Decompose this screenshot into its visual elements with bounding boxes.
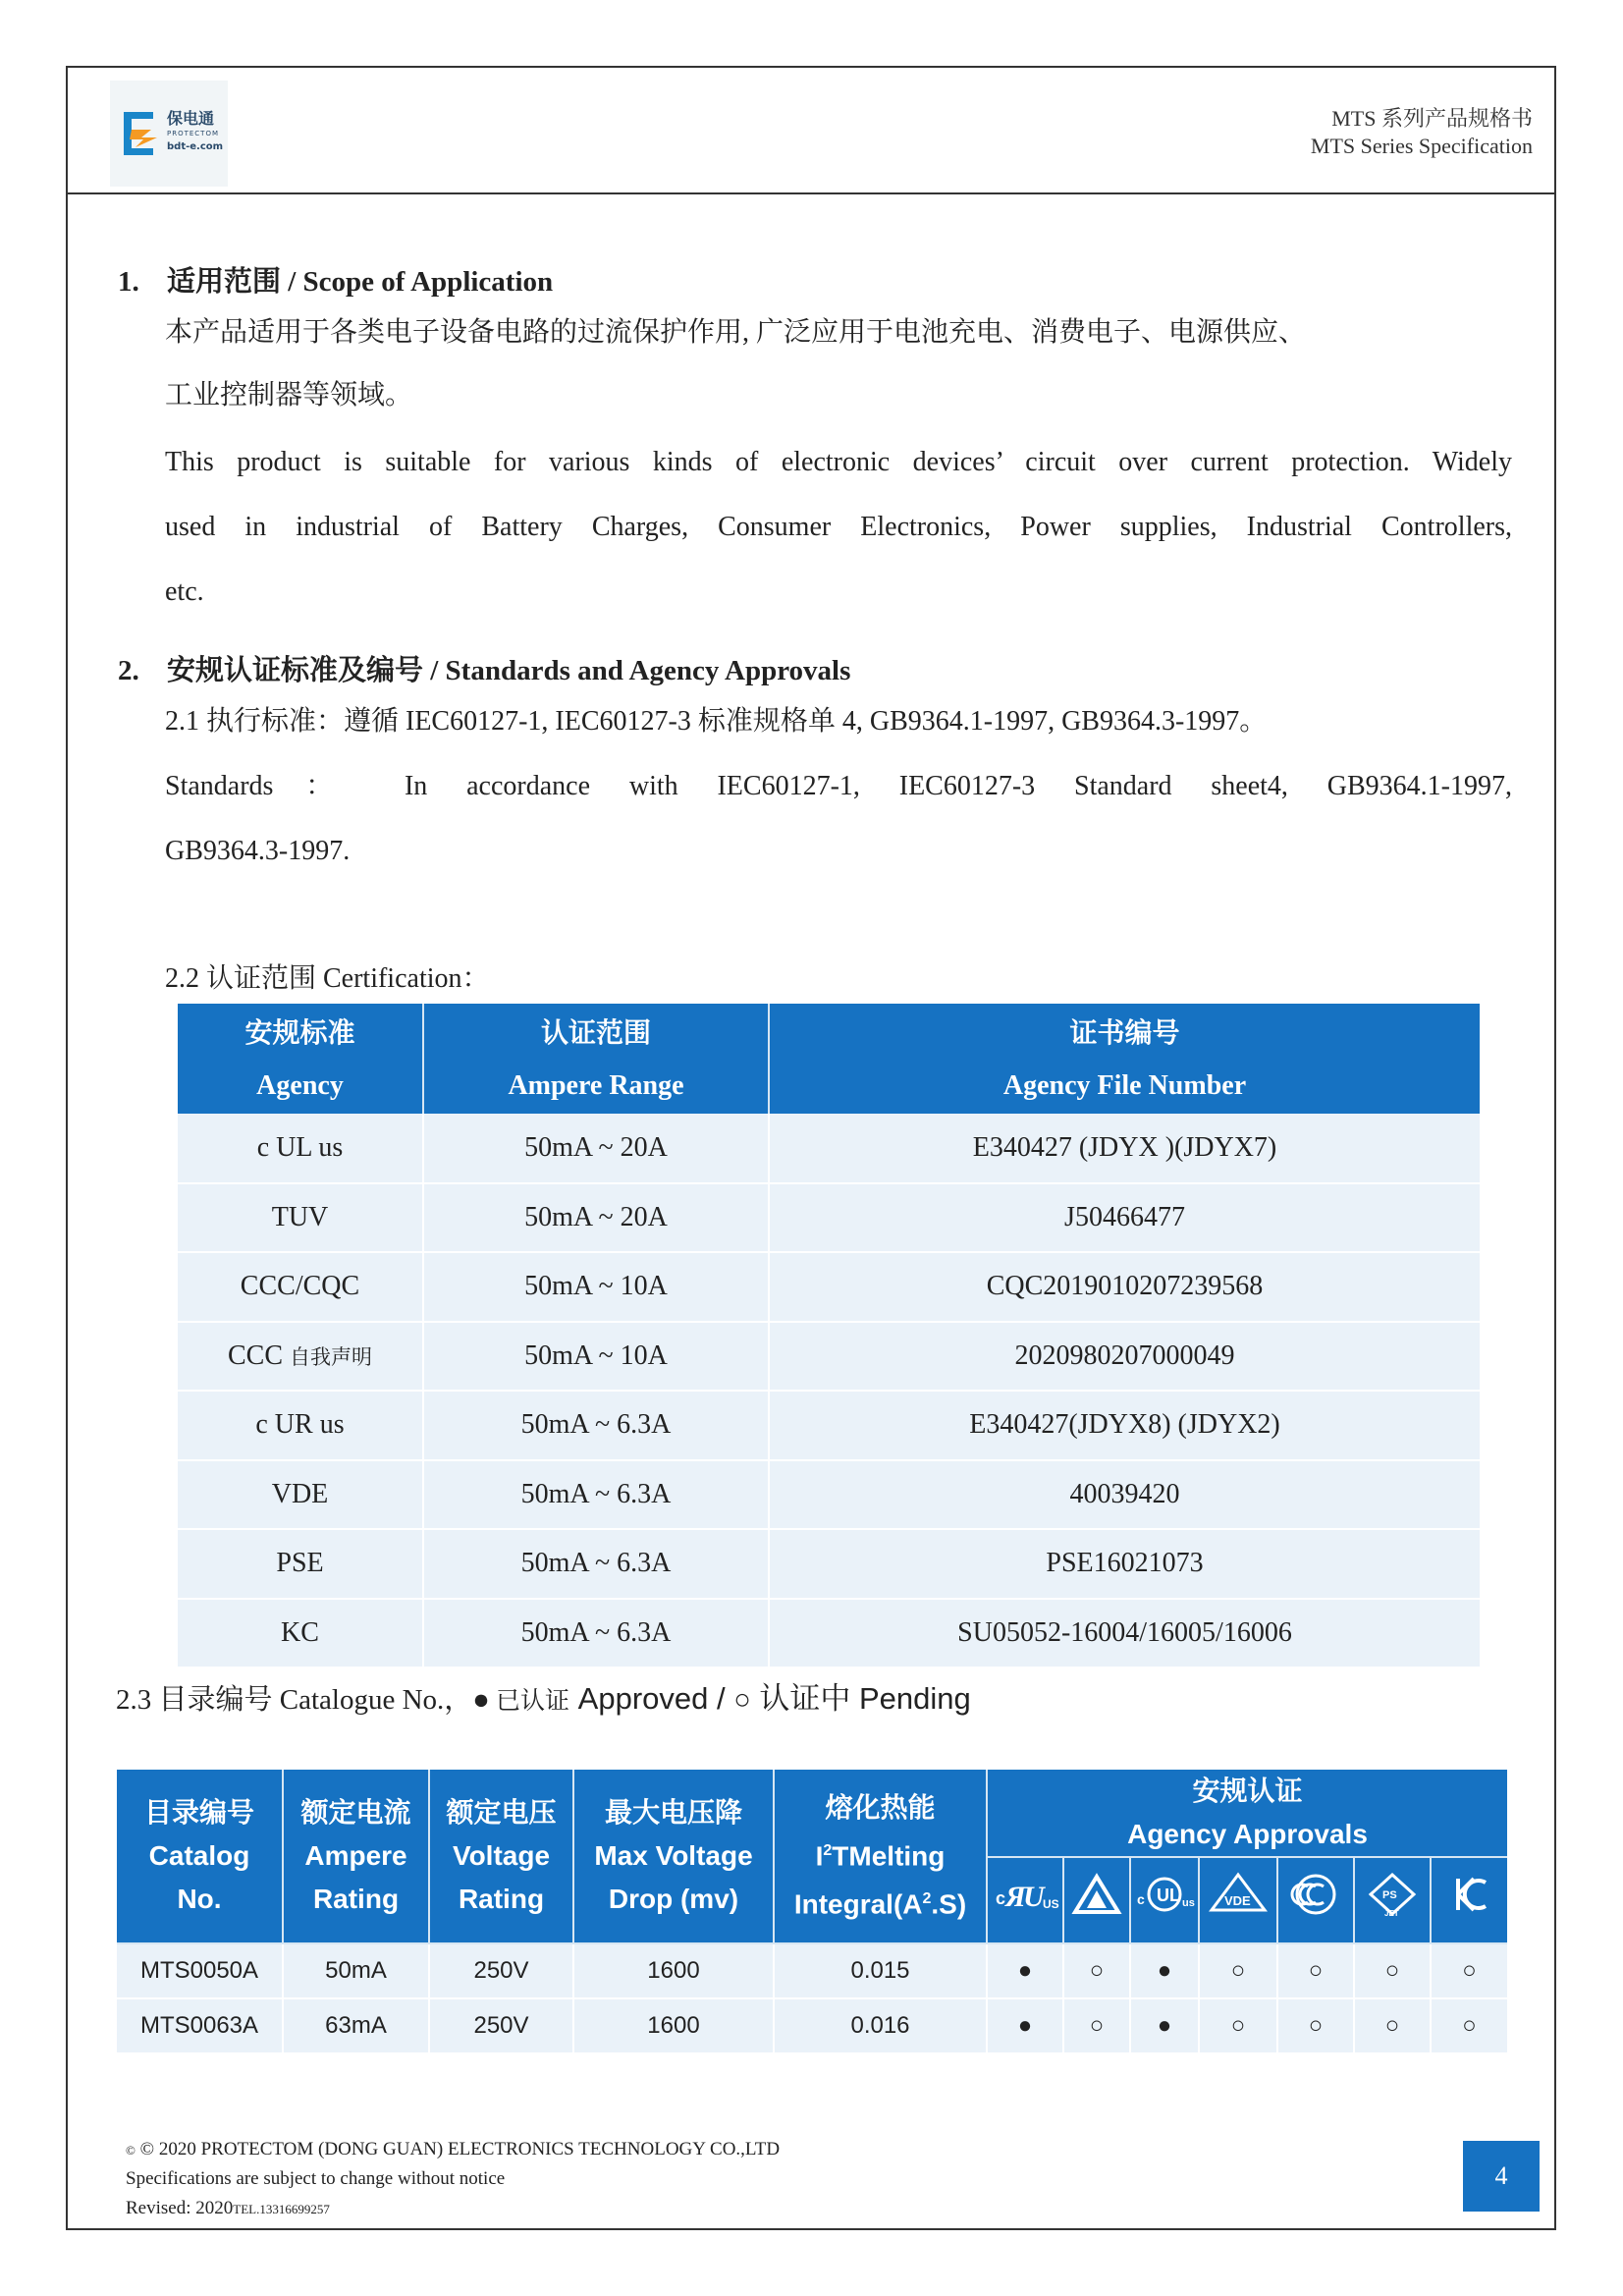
svg-text:JET: JET <box>1384 1908 1399 1918</box>
melting-header <box>774 1770 987 1943</box>
approved-en: Approved / <box>569 1681 734 1716</box>
approved-cn: 已认证 <box>489 1688 570 1715</box>
standards-cn: 2.1 执行标准：遵循 IEC60127-1, IEC60127-3 标准规格单 4, GB9364.1-1997, GB9364.3-1997。 <box>165 706 1268 737</box>
scope-cn-line-1: 本产品适用于各类电子设备电路的过流保护作用, 广泛应用于电池充电、消费电子、电源供应、 <box>165 317 1307 348</box>
catalog-header-en: Catalog <box>148 1840 250 1871</box>
cert-file: 2020980207000049 <box>769 1322 1480 1392</box>
cert-agency <box>178 1529 423 1599</box>
cert-file: SU05052-16004/16005/16006 <box>769 1599 1480 1668</box>
agency-approvals-header <box>987 1770 1507 1857</box>
ccc-icon <box>1277 1857 1354 1943</box>
page-number: 4 <box>1463 2141 1540 2212</box>
agency-header-en: Agency <box>178 1059 423 1114</box>
section-2-number: 2. <box>118 655 139 686</box>
melting-sup-2: 2 <box>922 1890 932 1907</box>
tuv-icon <box>1063 1857 1130 1943</box>
cert-range: 50mA ~ 10A <box>423 1322 769 1392</box>
kc-icon <box>1431 1857 1507 1943</box>
cert-agency-text: VDE <box>271 1478 329 1509</box>
melting-i: I <box>815 1840 824 1871</box>
scope-en-line-1: This product is suitable for various kinds of electronic devices’ circuit over current protection. Widely <box>165 447 1512 477</box>
logo-text-cn: 保电通 <box>167 109 215 128</box>
tel-text: TEL.13316699257 <box>233 2202 330 2216</box>
agency-approvals-en: Agency Approvals <box>1127 1819 1368 1849</box>
cert-file: CQC2019010207239568 <box>769 1252 1480 1322</box>
company-logo <box>110 81 228 187</box>
cert-agency-suffix: 自我声明 <box>290 1344 373 1369</box>
drop-header-en-2: Drop (mv) <box>608 1884 739 1914</box>
ampere-rating: 63mA <box>283 1998 429 2053</box>
voltage-rating: 250V <box>429 1998 573 2053</box>
melting-header-en <box>775 1830 986 1878</box>
header-title-cn: MTS 系列产品规格书 <box>1331 106 1533 131</box>
approval-mark: ○ <box>1199 1998 1277 2053</box>
cert-agency <box>178 1183 423 1253</box>
approval-mark: ● <box>987 1943 1063 1998</box>
header-divider <box>66 192 1556 194</box>
svg-text:c: c <box>1137 1890 1145 1907</box>
voltage-header-en: Voltage <box>452 1840 551 1871</box>
logo-mark-icon <box>122 108 161 159</box>
table-row <box>178 1599 1480 1668</box>
cert-agency-text: TUV <box>271 1201 329 1232</box>
voltage-rating: 250V <box>429 1943 573 1998</box>
approval-mark: ○ <box>1431 1943 1507 1998</box>
vde-icon <box>1199 1857 1277 1943</box>
catalog-header <box>117 1770 283 1943</box>
drop-header-cn: 最大电压降 <box>604 1797 742 1828</box>
melting-header-en-2 <box>775 1878 986 1926</box>
cert-agency-text: KC <box>281 1616 319 1648</box>
certification-heading: 2.2 认证范围 Certification： <box>165 963 490 994</box>
cert-file: PSE16021073 <box>769 1529 1480 1599</box>
agency-header-cn: 安规标准 <box>178 1004 423 1059</box>
svg-text:Я: Я <box>1005 1880 1026 1913</box>
footer-copyright <box>126 2139 780 2160</box>
melting-integral: 0.015 <box>774 1943 987 1998</box>
approval-mark: ○ <box>1199 1943 1277 1998</box>
ampere-rating: 50mA <box>283 1943 429 1998</box>
drop-header <box>573 1770 774 1943</box>
file-header-cn: 证书编号 <box>769 1004 1480 1059</box>
certification-table <box>178 1004 1480 1668</box>
revised-text: Revised: 2020 <box>126 2198 234 2218</box>
melting-sup-1: 2 <box>823 1841 833 1859</box>
cert-range: 50mA ~ 6.3A <box>423 1391 769 1460</box>
cert-agency-text: c UR us <box>255 1409 345 1441</box>
approval-mark: ○ <box>1277 1998 1354 2053</box>
table-row <box>117 1998 1507 2053</box>
ampere-header-cn: 额定电流 <box>300 1797 411 1828</box>
voltage-header-en-2: Rating <box>458 1884 545 1914</box>
file-header-en: Agency File Number <box>769 1059 1480 1114</box>
svg-text:US: US <box>1043 1896 1059 1911</box>
scope-cn-line-2: 工业控制器等领域。 <box>165 380 413 410</box>
svg-text:c: c <box>996 1887 1006 1908</box>
table-row <box>178 1183 1480 1253</box>
footer-revised <box>126 2198 330 2219</box>
table-row <box>178 1322 1480 1392</box>
logo-url: bdt-e.com <box>167 141 224 152</box>
range-header-cn: 认证范围 <box>423 1004 769 1059</box>
catalog-no: MTS0050A <box>117 1943 283 1998</box>
cert-file: 40039420 <box>769 1460 1480 1530</box>
cert-agency <box>178 1252 423 1322</box>
approval-mark: ○ <box>1277 1943 1354 1998</box>
cert-header-row-cn <box>178 1004 1480 1059</box>
section-1-number: 1. <box>118 266 139 298</box>
approval-mark: ● <box>987 1998 1063 2053</box>
scope-en-line-2: used in industrial of Battery Charges, Consumer Electronics, Power supplies, Industrial Controllers, <box>165 512 1512 542</box>
melting-integral: 0.016 <box>774 1998 987 2053</box>
cul-us-icon <box>1130 1857 1199 1943</box>
cert-agency-text: c UL us <box>256 1131 344 1163</box>
cert-range: 50mA ~ 20A <box>423 1114 769 1183</box>
cert-range: 50mA ~ 6.3A <box>423 1529 769 1599</box>
section-1-heading: 适用范围 / Scope of Application <box>167 266 554 298</box>
approval-mark: ○ <box>1354 1943 1431 1998</box>
table-row <box>178 1460 1480 1530</box>
melting-unit: .S) <box>931 1888 967 1920</box>
ampere-header-en: Ampere <box>304 1840 407 1871</box>
approval-mark: ○ <box>1431 1998 1507 2053</box>
svg-text:U: U <box>1023 1880 1045 1913</box>
cert-agency <box>178 1391 423 1460</box>
melting-t: TMelting <box>832 1840 946 1871</box>
svg-text:VDE: VDE <box>1224 1892 1251 1908</box>
table-row <box>117 1943 1507 1998</box>
cert-file: E340427 (JDYX )(JDYX7) <box>769 1114 1480 1183</box>
cert-file: J50466477 <box>769 1183 1480 1253</box>
cert-range: 50mA ~ 6.3A <box>423 1460 769 1530</box>
catalogue-prefix: 2.3 目录编号 Catalogue No.， <box>116 1684 473 1716</box>
logo-text-en: PROTECTOM <box>167 130 220 137</box>
cert-file: E340427(JDYX8) (JDYX2) <box>769 1391 1480 1460</box>
svg-text:UL: UL <box>1157 1885 1180 1905</box>
approval-mark: ● <box>1130 1943 1199 1998</box>
open-circle-icon: ○ <box>733 1684 751 1716</box>
section-1-title <box>118 259 553 300</box>
cert-agency <box>178 1114 423 1183</box>
voltage-header <box>429 1770 573 1943</box>
copyright-text: © 2020 PROTECTOM (DONG GUAN) ELECTRONICS TECHNOLOGY CO.,LTD <box>139 2139 781 2159</box>
approval-mark: ● <box>1130 1998 1199 2053</box>
section-2-title <box>118 648 850 688</box>
catalogue-heading <box>116 1673 971 1718</box>
drop-header-en: Max Voltage <box>594 1840 753 1871</box>
copyright-icon: © <box>126 2143 135 2158</box>
approval-mark: ○ <box>1354 1998 1431 2053</box>
section-2-heading: 安规认证标准及编号 / Standards and Agency Approvals <box>167 655 851 686</box>
approval-mark: ○ <box>1063 1998 1130 2053</box>
standards-en-line-1: Standards： In accordance with IEC60127-1, IEC60127-3 Standard sheet4, GB9364.1-1997, <box>165 771 1512 801</box>
catalog-no: MTS0063A <box>117 1998 283 2053</box>
pending-label: 认证中 Pending <box>750 1681 971 1716</box>
cert-agency <box>178 1460 423 1530</box>
ul-recognized-icon <box>987 1857 1063 1943</box>
cert-range: 50mA ~ 6.3A <box>423 1599 769 1668</box>
cert-agency-text: PSE <box>276 1548 324 1579</box>
table-row <box>178 1252 1480 1322</box>
table-row <box>178 1391 1480 1460</box>
ampere-header <box>283 1770 429 1943</box>
cert-range: 50mA ~ 10A <box>423 1252 769 1322</box>
header-title-en: MTS Series Specification <box>1310 134 1533 158</box>
pse-icon <box>1354 1857 1431 1943</box>
cert-range: 50mA ~ 20A <box>423 1183 769 1253</box>
svg-text:us: us <box>1182 1896 1195 1909</box>
standards-en-line-2: GB9364.3-1997. <box>165 836 351 866</box>
scope-en-line-3: etc. <box>165 576 204 607</box>
catalog-header-en-2: No. <box>177 1884 222 1914</box>
voltage-drop: 1600 <box>573 1998 774 2053</box>
catalogue-table <box>117 1770 1507 2054</box>
melting-integral: Integral(A <box>793 1888 923 1920</box>
cert-agency-text: CCC/CQC <box>240 1271 360 1302</box>
table-row <box>178 1114 1480 1183</box>
footer-notice: Specifications are subject to change without notice <box>126 2168 506 2189</box>
agency-approvals-cn: 安规认证 <box>1192 1776 1303 1806</box>
cert-agency <box>178 1322 423 1392</box>
cert-agency-text: CCC <box>227 1339 291 1371</box>
cert-agency <box>178 1599 423 1668</box>
table-row <box>178 1529 1480 1599</box>
cert-header-row-en <box>178 1059 1480 1114</box>
filled-circle-icon: ● <box>472 1684 490 1716</box>
voltage-header-cn: 额定电压 <box>446 1797 557 1828</box>
range-header-en: Ampere Range <box>423 1059 769 1114</box>
catalogue-header-row-1 <box>117 1770 1507 1857</box>
ampere-header-en-2: Rating <box>312 1884 400 1914</box>
svg-text:PS: PS <box>1382 1888 1397 1901</box>
catalog-header-cn: 目录编号 <box>143 1797 254 1828</box>
approval-mark: ○ <box>1063 1943 1130 1998</box>
melting-header-cn: 熔化热能 <box>825 1791 936 1823</box>
voltage-drop: 1600 <box>573 1943 774 1998</box>
